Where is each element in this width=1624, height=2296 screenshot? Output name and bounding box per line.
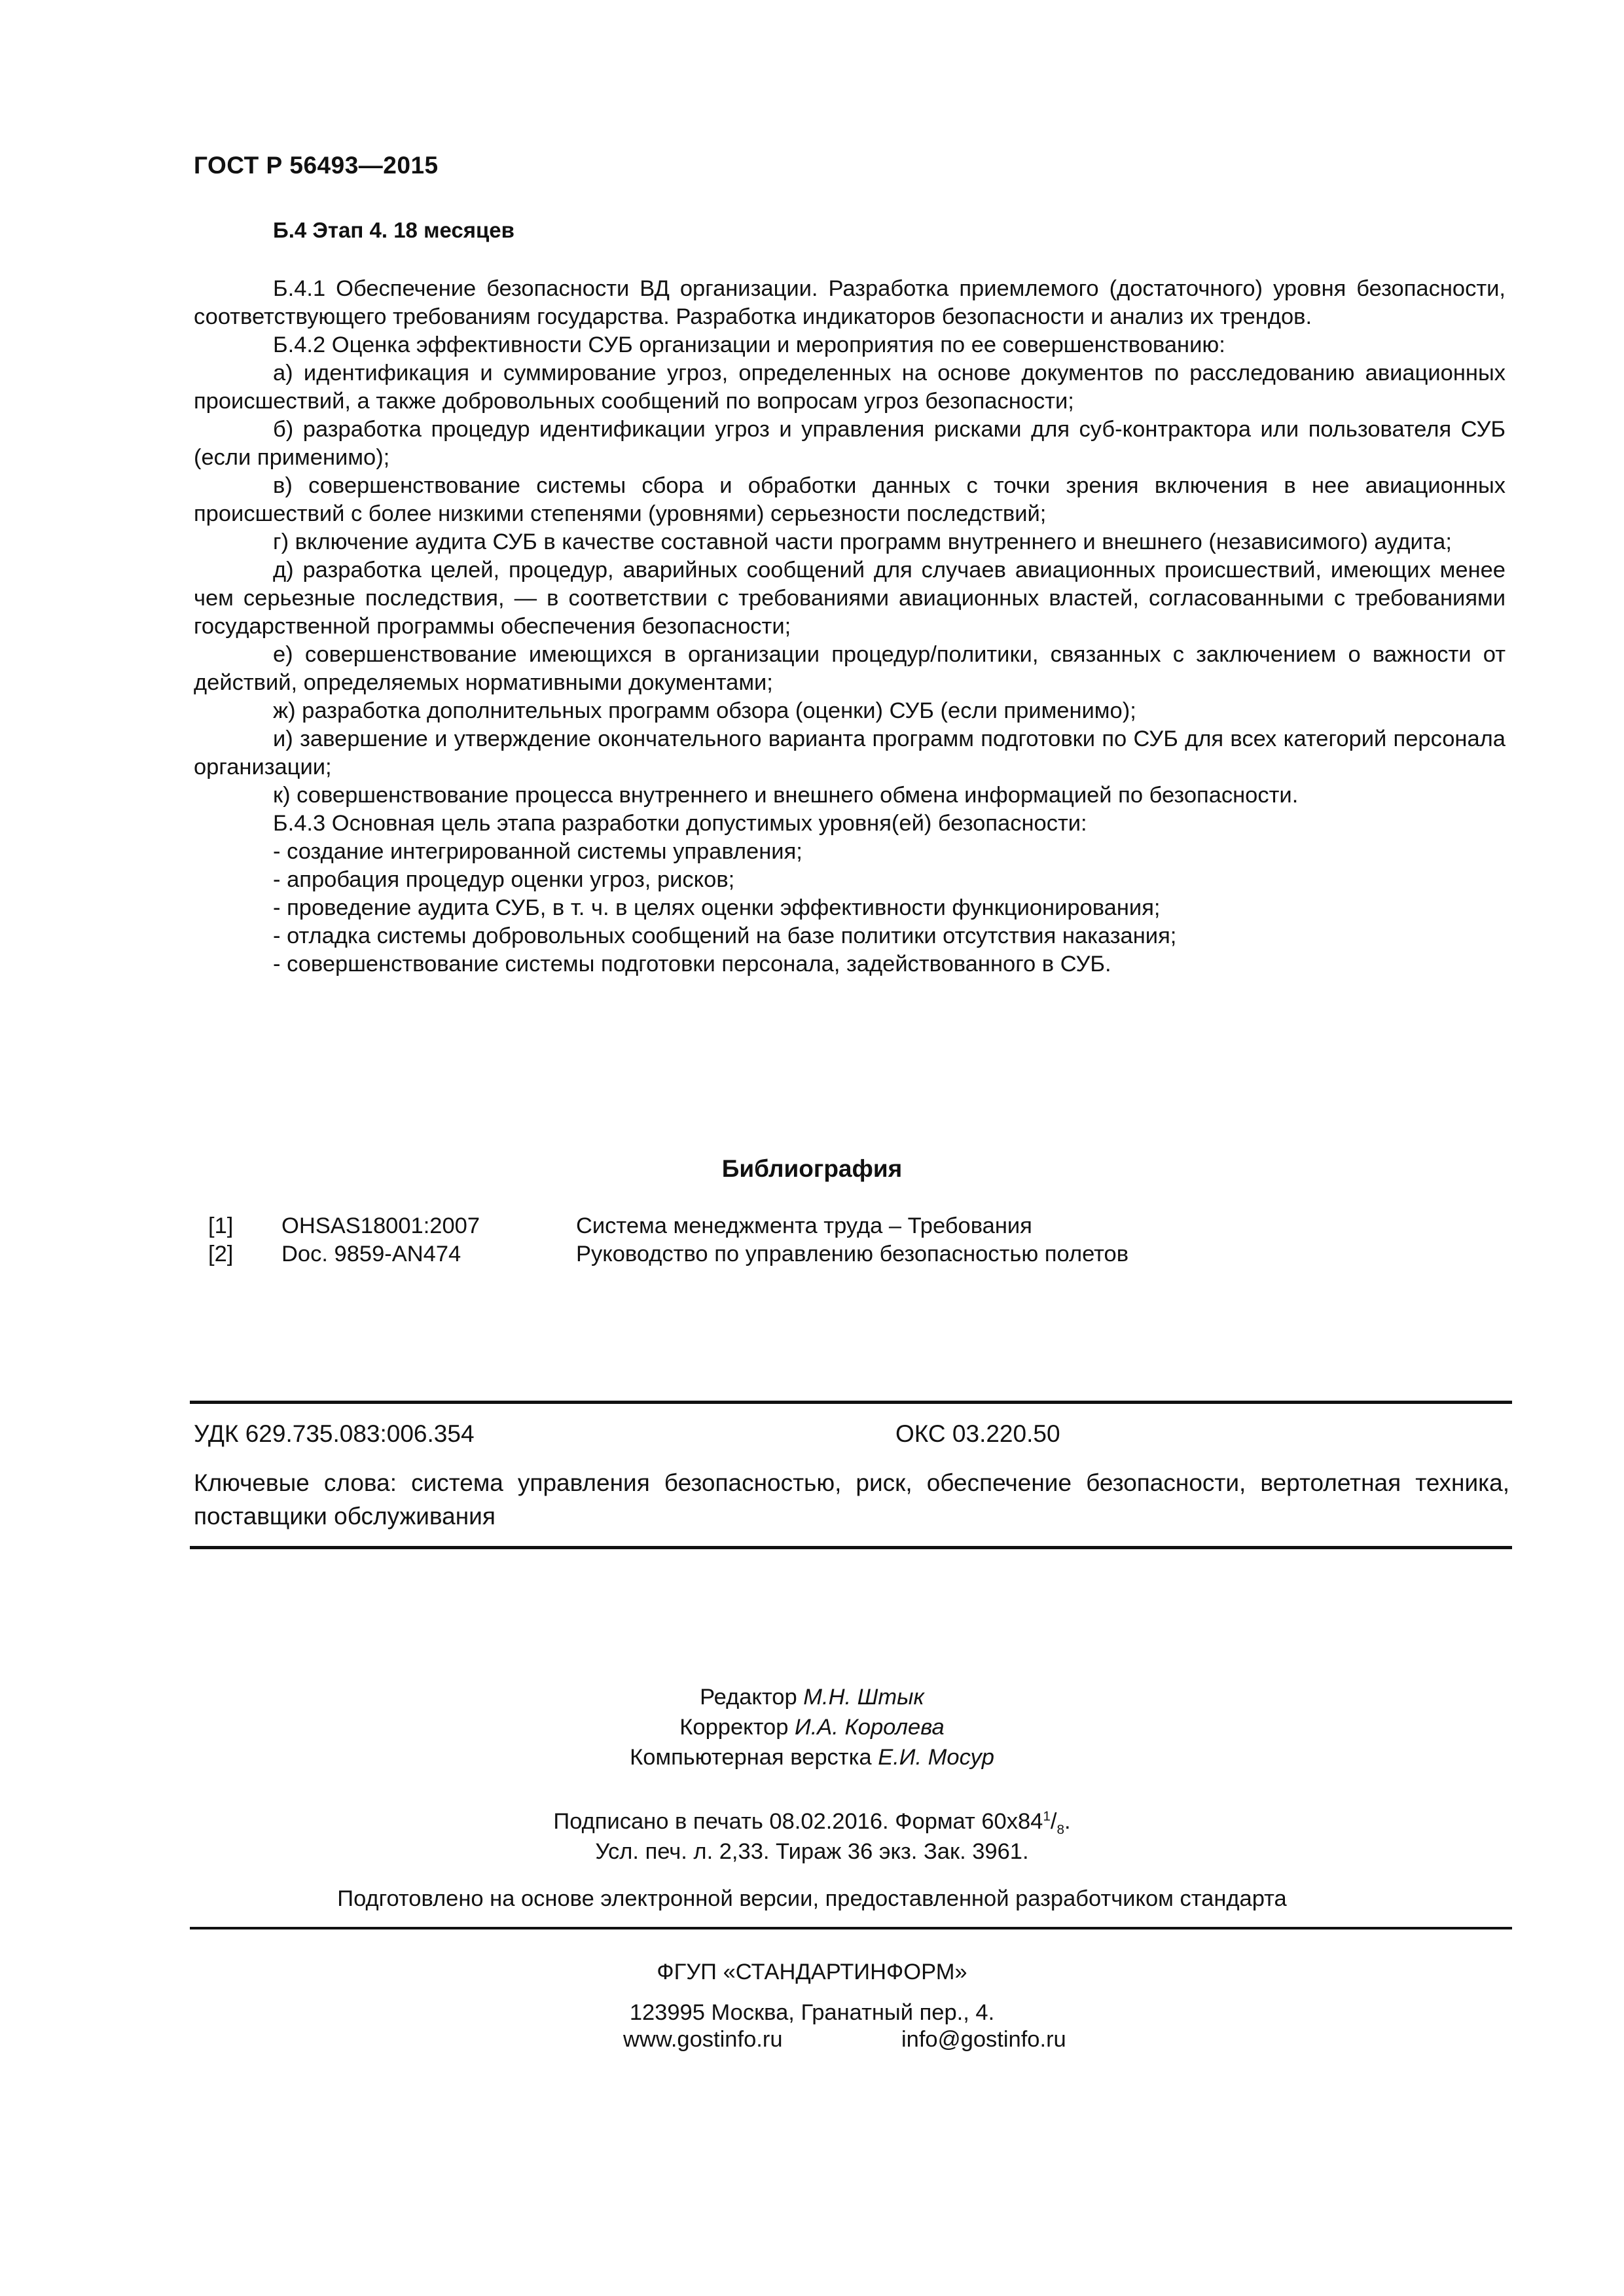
list-item-zh: ж) разработка дополнительных программ обзора (оценки) СУБ (если применимо); [273,698,1136,723]
bibliography-code: Doc. 9859-AN474 [281,1242,461,1266]
format-denominator: 8 [1056,1821,1064,1837]
divider-top [190,1401,1512,1404]
layout-label: Компьютерная верстка [630,1745,872,1770]
list-item-d: д) разработка целей, процедур, аварийных сообщений для случаев авиационных происшествий, имеющих менее чем серьезные последствия, — в соответствии с требованиями авиационных властей, согласованными с требованиями государственной программы обеспечения безопасности; [194,558,1506,639]
document-code-header: ГОСТ Р 56493—2015 [194,152,439,179]
bibliography-number: [1] [208,1213,234,1238]
divider-bottom [190,1927,1512,1929]
list-item-k: к) совершенствование процесса внутреннего и внешнего обмена информацией по безопасности. [273,783,1299,808]
layout-name: Е.И. Мосур [878,1745,994,1770]
format-tail: . [1064,1809,1071,1834]
keywords [194,1466,1509,1533]
paragraph-b43: Б.4.3 Основная цель этапа разработки допустимых уровня(ей) безопасности: [273,811,1087,836]
goal-item: - отладка системы добровольных сообщений на базе политики отсутствия наказания; [273,924,1177,948]
list-item-v: в) совершенствование системы сбора и обработки данных с точки зрения включения в нее авиационных происшествий с более низкими степенями (уровнями) серьезности последствий; [194,473,1506,526]
bibliography-code: OHSAS18001:2007 [281,1213,480,1238]
signed-text: Подписано в печать 08.02.2016. Формат 60х84 [553,1809,1043,1834]
layout-line [0,1742,1624,1772]
bibliography-number: [2] [208,1242,234,1266]
section-body [194,275,1506,978]
bibliography-entry-title: Система менеджмента труда – Требования [576,1213,1032,1238]
goal-item: - создание интегрированной системы управления; [273,839,803,864]
udk-code: УДК 629.735.083:006.354 [194,1420,475,1447]
oks-code: ОКС 03.220.50 [895,1420,1060,1447]
goal-item: - проведение аудита СУБ, в т. ч. в целях оценки эффективности функционирования; [273,895,1161,920]
corrector-label: Корректор [679,1715,789,1740]
corrector-name: И.А. Королева [795,1715,945,1740]
editor-name: М.Н. Штык [803,1685,924,1710]
editor-line [0,1682,1624,1712]
list-item-g: г) включение аудита СУБ в качестве составной части программ внутреннего и внешнего (независимого) аудита; [273,529,1452,554]
list-item-e: е) совершенствование имеющихся в организации процедур/политики, связанных с заключением о важности от действий, определяемых нормативными документами; [194,642,1506,695]
website-link[interactable]: www.gostinfo.ru [623,2027,783,2052]
goal-item: - апробация процедур оценки угроз, рисков; [273,867,735,892]
email-link[interactable]: info@gostinfo.ru [901,2027,1066,2052]
divider-middle [190,1546,1512,1549]
publisher-name: ФГУП «СТАНДАРТИНФОРМ» [657,1960,967,1984]
bibliography-entry-title: Руководство по управлению безопасностью полетов [576,1242,1129,1266]
signed-line: Подписано в печать 08.02.2016. Формат $60х84^1/_8$. [553,1808,1071,1837]
list-item-a: а) идентификация и суммирование угроз, определенных на основе документов по расследованию авиационных происшествий, а также добровольных сообщений по вопросам угроз безопасности; [194,361,1506,414]
keywords-text: Ключевые слова: система управления безопасностью, риск, обеспечение безопасности, вертолетная техника, поставщики обслуживания [194,1469,1509,1530]
editor-label: Редактор [700,1685,797,1710]
list-item-i: и) завершение и утверждение окончательного варианта программ подготовки по СУБ для всех категорий персонала организации; [194,726,1506,780]
format-numerator: 1 [1043,1808,1051,1824]
corrector-line [0,1712,1624,1742]
print-info: Усл. печ. л. 2,33. Тираж 36 экз. Зак. 3961. [595,1839,1029,1864]
paragraph-b41: Б.4.1 Обеспечение безопасности ВД организации. Разработка приемлемого (достаточного) уровня безопасности, соответствующего требованиям государства. Разработка индикаторов безопасности и анализ их трендов. [194,276,1506,329]
publisher-address: 123995 Москва, Гранатный пер., 4. [629,2000,995,2025]
list-item-b: б) разработка процедур идентификации угроз и управления рисками для суб-контрактора или пользователя СУБ (если применимо); [194,417,1506,470]
goal-item: - совершенствование системы подготовки персонала, задействованного в СУБ. [273,952,1111,977]
prepared-note: Подготовлено на основе электронной версии, предоставленной разработчиком стандарта [337,1886,1287,1911]
paragraph-b42: Б.4.2 Оценка эффективности СУБ организации и мероприятия по ее совершенствованию: [273,332,1225,357]
section-title: Б.4 Этап 4. 18 месяцев [273,218,514,242]
bibliography-title: Библиография [721,1155,903,1182]
